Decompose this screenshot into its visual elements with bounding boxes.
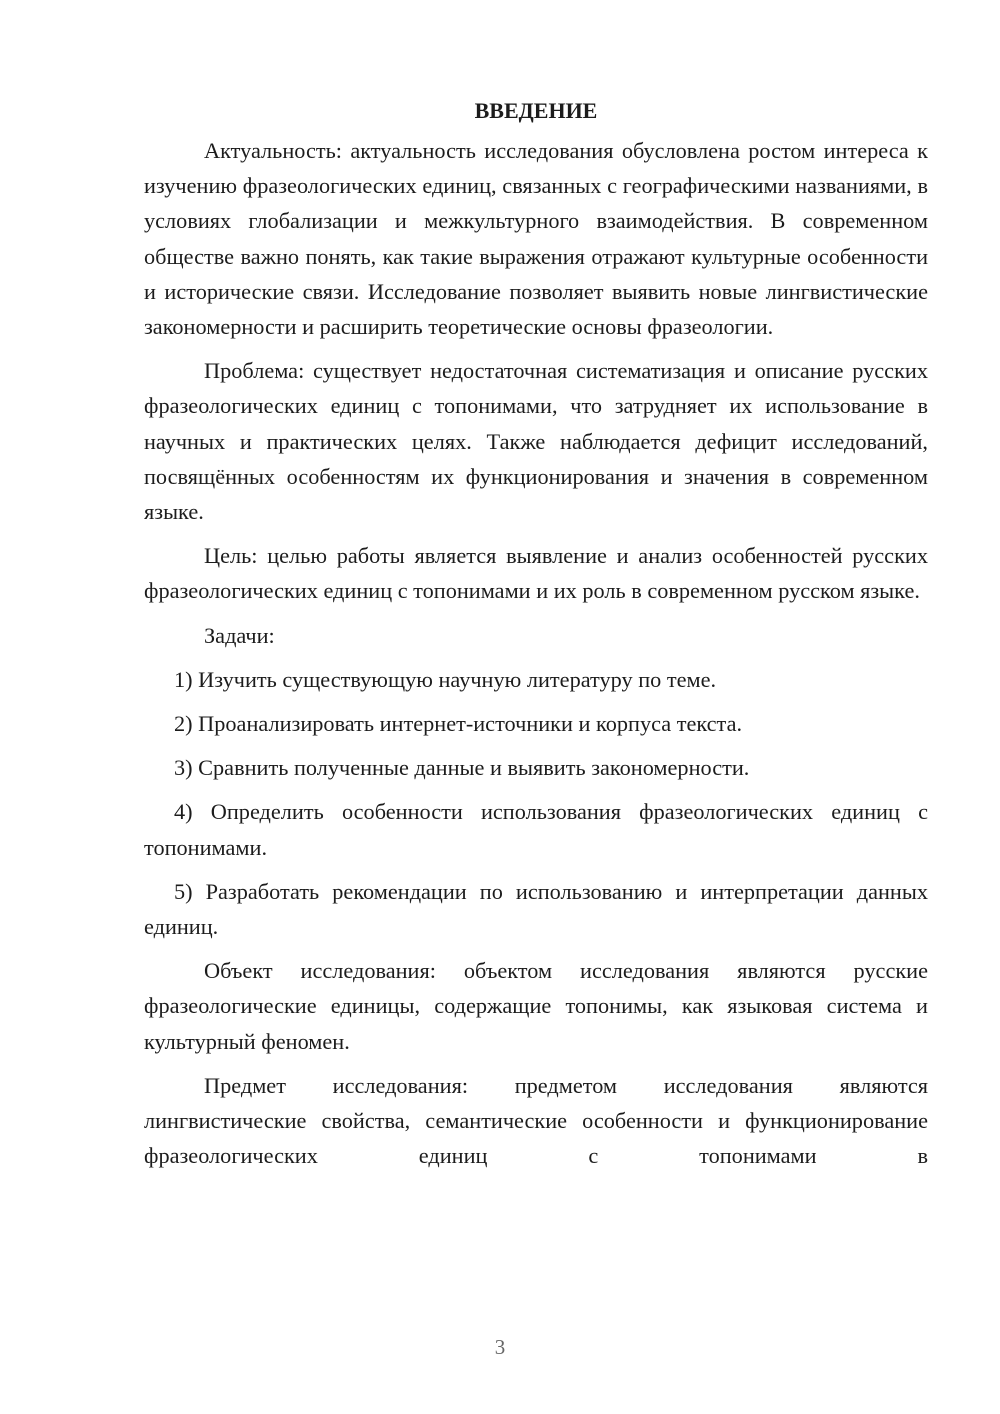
task-item: 1) Изучить существующую научную литературу по теме. [174, 666, 717, 692]
paragraph-object: Объект исследования: объектом исследования являются русские фразеологические единицы, содержащие топонимы, как языковая система и культурный феномен. [144, 958, 928, 1054]
section-heading: ВВЕДЕНИЕ [474, 98, 598, 123]
paragraph-goal: Цель: целью работы является выявление и анализ особенностей русских фразеологических единиц с топонимами и их роль в современном русском языке. [144, 543, 928, 604]
task-item: 2) Проанализировать интернет-источники и корпуса текста. [174, 711, 743, 737]
task-item: 3) Сравнить полученные данные и выявить закономерности. [174, 755, 750, 781]
paragraph-problem: Проблема: существует недостаточная систематизация и описание русских фразеологических единиц с топонимами, что затрудняет их использование в научных и практических целях. Также наблюдается дефицит исследований, посвящённых особенностям их функционирования и значения в современном языке. [144, 358, 928, 525]
page-number: 3 [494, 1335, 506, 1359]
paragraph-subject: Предмет исследования: предметом исследования являются лингвистические свойства, семантические особенности и функционирование фразеологических единиц с топонимами в [144, 1072, 928, 1169]
paragraph-relevance: Актуальность: актуальность исследования обусловлена ростом интереса к изучению фразеологических единиц, связанных с географическими названиями, в условиях глобализации и межкультурного взаимодействия. В современном обществе важно понять, как такие выражения отражают культурные особенности и исторические связи. Исследование позволяет выявить новые лингвистические закономерности и расширить теоретические основы фразеологии. [144, 138, 928, 340]
tasks-label: Задачи: [204, 622, 275, 648]
page-content [144, 96, 928, 1173]
task-item: 5) Разработать рекомендации по использованию и интерпретации данных единиц. [144, 878, 928, 940]
task-item: 4) Определить особенности использования фразеологических единиц с топонимами. [144, 799, 928, 860]
